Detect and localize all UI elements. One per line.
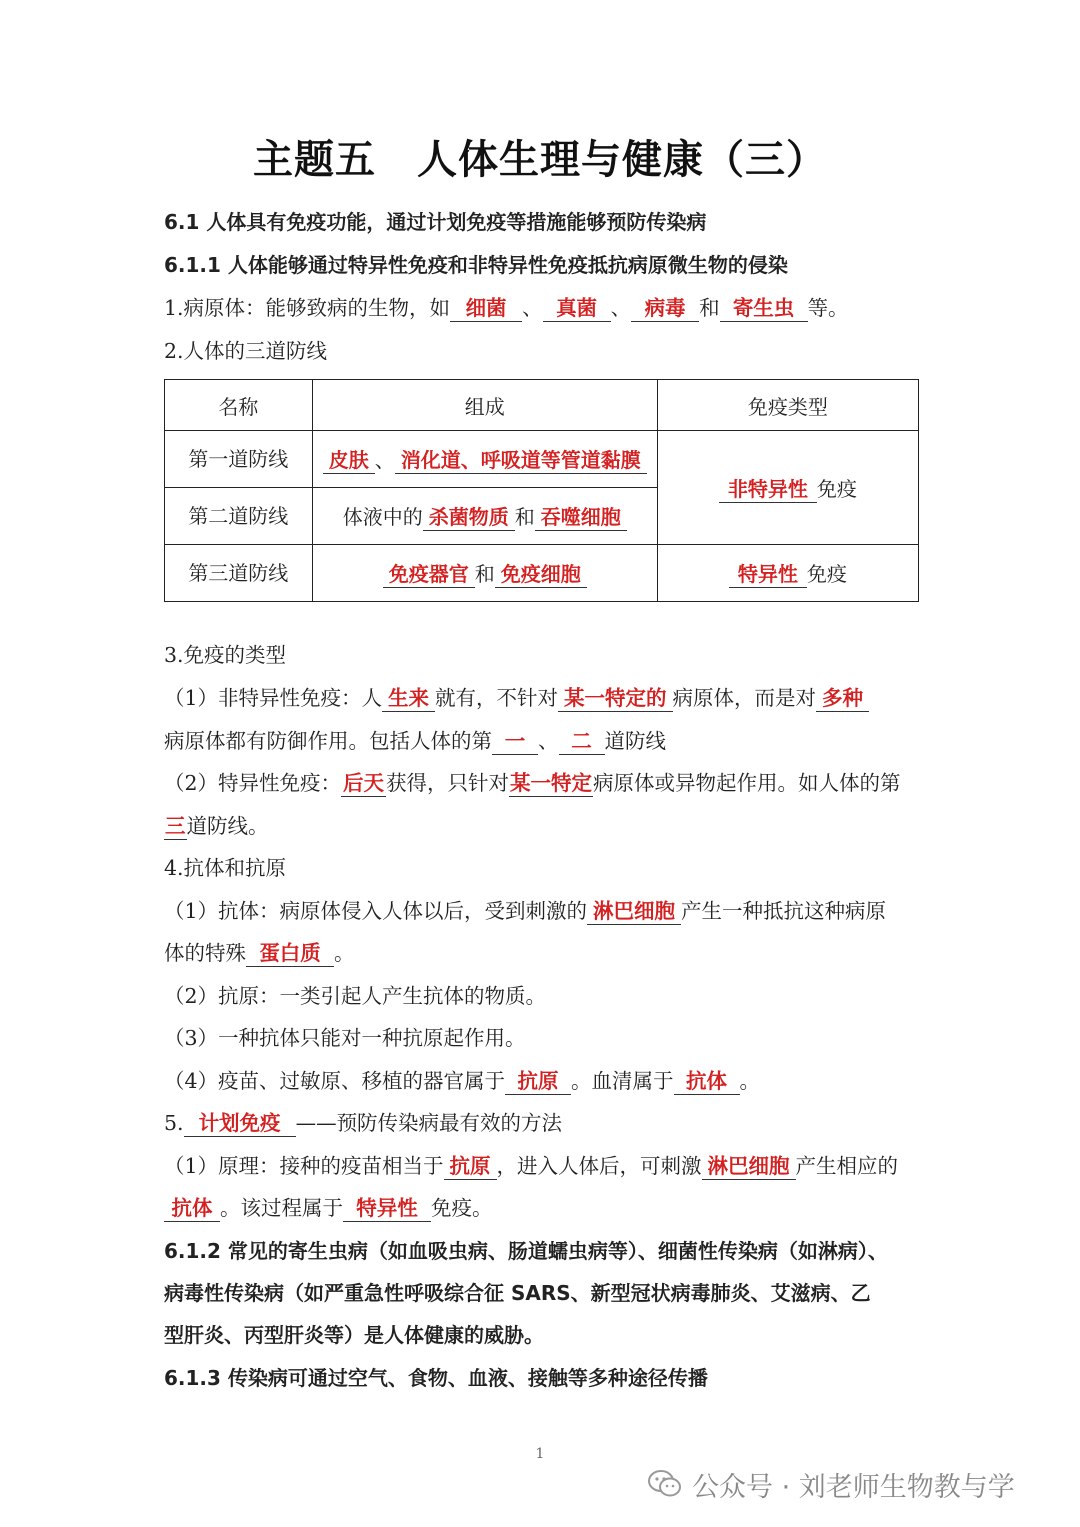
para-pathogen [164, 293, 964, 323]
para-three-lines: 2.人体的三道防线 [164, 339, 328, 363]
answer-first: 一 [492, 728, 538, 755]
wechat-icon [648, 1469, 682, 1499]
text: 体的特殊 [164, 941, 246, 965]
answer-planned-immunization: 计划免疫 [184, 1110, 296, 1137]
text: 免疫 [816, 476, 857, 501]
answer-acquired: 后天 [343, 771, 385, 795]
answer-many: 多种 [816, 685, 869, 712]
answer-fungi: 真菌 [543, 295, 611, 322]
answer-second: 二 [559, 728, 605, 755]
row-first-line-name: 第一道防线 [165, 431, 313, 488]
para-specific [164, 768, 964, 798]
text: （1）非特异性免疫：人 [164, 686, 383, 710]
row-specific-type [657, 545, 918, 602]
text: 获得，只针对 [386, 771, 510, 795]
text: 免疫。 [431, 1196, 493, 1220]
text: 。 [334, 941, 355, 965]
para-antigen: （2）抗原：一类引起人产生抗体的物质。 [164, 984, 547, 1008]
text: 、 [522, 296, 543, 320]
answer-antibody: 抗体 [674, 1068, 740, 1095]
text: 、 [610, 296, 632, 320]
text: 5. [164, 1111, 184, 1135]
watermark-text: 公众号 · 刘老师生物教与学 [692, 1471, 1015, 1503]
text: 和 [514, 505, 535, 529]
row-second-line-name: 第二道防线 [165, 488, 313, 545]
answer-phagocyte: 吞噬细胞 [535, 504, 627, 531]
section-6-1-2-line1: 6.1.2 常见的寄生虫病（如血吸虫病、肠道蠕虫病等）、细菌性传染病（如淋病）、 [164, 1239, 888, 1263]
text: 病原体或异物起作用。如人体的第 [593, 771, 901, 795]
text: 产生相应的 [795, 1154, 899, 1178]
answer-immune-cell: 免疫细胞 [495, 561, 587, 588]
answer-protein: 蛋白质 [246, 940, 334, 967]
section-6-1-1: 6.1.1 人体能够通过特异性免疫和非特异性免疫抵抗病原微生物的侵染 [164, 253, 788, 277]
table-row [165, 431, 919, 488]
watermark [648, 1460, 1015, 1508]
answer-antigen-2: 抗原 [444, 1153, 497, 1180]
answer-mucosa: 消化道、呼吸道等管道黏膜 [395, 447, 647, 474]
text: 病原体都有防御作用。包括人体的第 [164, 729, 492, 753]
text: 。该过程属于 [220, 1196, 343, 1220]
text: 产生一种抵抗这种病原 [681, 899, 887, 923]
text: 、 [538, 729, 559, 753]
answer-bactericidal: 杀菌物质 [423, 504, 515, 531]
page-number: 1 [535, 1446, 545, 1462]
section-6-1-3: 6.1.3 传染病可通过空气、食物、血液、接触等多种途径传播 [164, 1366, 708, 1390]
para-nonspecific [164, 683, 964, 713]
answer-third: 三 [165, 814, 186, 838]
text: 、 [374, 448, 395, 472]
para-nonspecific-cont [164, 726, 964, 756]
table-row [165, 545, 919, 602]
answer-immune-organ: 免疫器官 [383, 561, 475, 588]
row-nonspecific-type [657, 431, 918, 545]
text: 等。 [807, 296, 849, 320]
text: （2）特异性免疫： [164, 771, 342, 795]
para-immune-types: 3.免疫的类型 [164, 643, 287, 667]
answer-antibody-2: 抗体 [164, 1195, 220, 1222]
text: 道防线 [604, 729, 666, 753]
text: 病原体，而是对 [672, 686, 817, 710]
defense-lines-table [164, 379, 919, 602]
answer-born: 生来 [382, 685, 435, 712]
text: （1）抗体：病原体侵入人体以后，受到刺激的 [164, 899, 588, 923]
answer-lymphocyte: 淋巴细胞 [587, 898, 681, 925]
para-principle-cont [164, 1193, 964, 1223]
section-6-1-2-line2: 病毒性传染病（如严重急性呼吸综合征 SARS、新型冠状病毒肺炎、艾滋病、乙 [164, 1281, 871, 1305]
text: 和 [474, 562, 495, 586]
text: （1）原理：接种的疫苗相当于 [164, 1154, 444, 1178]
page-title: 主题五 人体生理与健康（三） [253, 137, 827, 183]
para-vaccine [164, 1066, 964, 1096]
row-third-line-composition [312, 545, 657, 602]
text: 道防线。 [186, 814, 269, 838]
answer-specific-one: 某一特定的 [558, 685, 673, 712]
para-specific-cont [164, 811, 964, 841]
answer-antigen: 抗原 [505, 1068, 571, 1095]
text: 就有，不针对 [435, 686, 559, 710]
text: 免疫 [806, 562, 847, 586]
text: （4）疫苗、过敏原、移植的器官属于 [164, 1069, 506, 1093]
text: 体液中的 [342, 505, 423, 529]
answer-particular: 某一特定 [510, 771, 593, 795]
para-antibody [164, 896, 964, 926]
row-third-line-name: 第三道防线 [165, 545, 313, 602]
header-immune-type: 免疫类型 [657, 380, 918, 431]
answer-parasite: 寄生虫 [720, 295, 808, 322]
text: ，进入人体后，可刺激 [496, 1154, 702, 1178]
text: 1.病原体：能够致病的生物，如 [164, 296, 451, 320]
para-antibody-cont [164, 938, 964, 968]
para-antibody-antigen: 4.抗体和抗原 [164, 856, 287, 880]
header-composition: 组成 [312, 380, 657, 431]
text: ——预防传染病最有效的方法 [295, 1111, 563, 1135]
para-principle [164, 1151, 964, 1181]
text: 。 [739, 1069, 761, 1093]
answer-virus: 病毒 [631, 295, 699, 322]
row-second-line-composition [312, 488, 657, 545]
header-name: 名称 [165, 380, 313, 431]
section-6-1: 6.1 人体具有免疫功能，通过计划免疫等措施能够预防传染病 [164, 210, 707, 234]
answer-bacteria: 细菌 [450, 295, 522, 322]
section-6-1-2-line3: 型肝炎、丙型肝炎等）是人体健康的威胁。 [164, 1323, 544, 1347]
answer-skin: 皮肤 [323, 447, 375, 474]
text: 。血清属于 [571, 1069, 674, 1093]
text: 和 [699, 296, 720, 320]
answer-lymphocyte-2: 淋巴细胞 [702, 1153, 796, 1180]
answer-nonspecific: 非特异性 [719, 476, 817, 503]
table-header-row [165, 380, 919, 431]
para-planned-immunization [164, 1108, 964, 1138]
answer-specific: 特异性 [729, 561, 807, 588]
answer-specific-2: 特异性 [343, 1195, 431, 1222]
row-first-line-composition [312, 431, 657, 488]
para-one-to-one: （3）一种抗体只能对一种抗原起作用。 [164, 1026, 526, 1050]
